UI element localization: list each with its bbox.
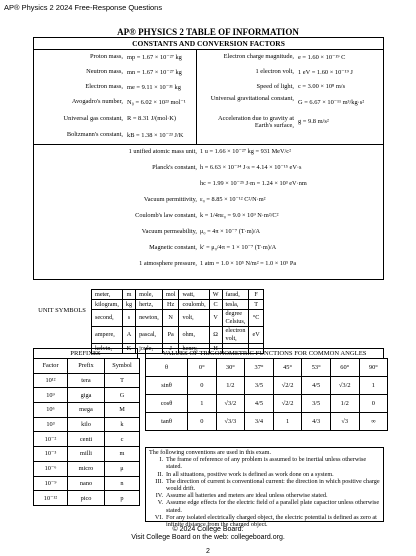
convention-text: The frame of reference of any problem is assumed to be inertial unless otherwise stated.	[166, 456, 367, 471]
constant-value: 1 eV = 1.60 × 10⁻¹⁹ J	[298, 69, 353, 76]
trig-value: 0°	[188, 359, 217, 377]
unit-name: ohm,	[179, 327, 209, 344]
trig-row	[146, 395, 388, 413]
unit-row	[92, 300, 264, 310]
unit-name: pascal,	[136, 327, 163, 344]
prefix-symbol: M	[105, 403, 140, 418]
unit-symbol: C	[209, 300, 222, 310]
prefix-symbol: k	[105, 417, 140, 432]
trig-function: sinθ	[146, 377, 188, 395]
convention-item	[149, 478, 380, 492]
unit-symbol: °C	[249, 310, 263, 327]
prefix-factor: 10⁻¹²	[34, 491, 68, 506]
prefix-factor: 10⁻⁹	[34, 476, 68, 491]
prefix-row	[34, 491, 140, 506]
trig-value: 4/5	[245, 395, 274, 413]
trig-value: ∞	[359, 413, 388, 431]
unit-symbol: kg	[122, 300, 135, 310]
trig-value: 90°	[359, 359, 388, 377]
unit-name: newton,	[136, 310, 163, 327]
prefixes-title: PREFIXES	[33, 348, 138, 358]
constant-label: Universal gravitational constant,	[210, 95, 294, 102]
convention-text: In all situations, positive work is defined as work done on a system.	[166, 470, 334, 478]
prefix-row	[34, 417, 140, 432]
prefix-row	[34, 447, 140, 462]
prefix-symbol: T	[105, 373, 140, 388]
trig-value: 4/3	[302, 413, 331, 431]
prefix-symbol: p	[105, 491, 140, 506]
prefixes-table	[33, 358, 140, 506]
convention-number: V.	[157, 499, 163, 507]
constant-value: μ₀ = 4π × 10⁻⁷ (T·m)/A	[200, 228, 261, 235]
trig-value: 0	[359, 395, 388, 413]
constant-value: h = 6.63 × 10⁻³⁴ J·s = 4.14 × 10⁻¹⁵ eV·s	[200, 164, 302, 171]
constant-label: Vacuum permittivity,	[143, 196, 197, 203]
unit-name: electron volt,	[222, 327, 249, 344]
constant-label: Universal gas constant,	[63, 115, 123, 122]
constant-label: 1 unified atomic mass unit,	[128, 148, 197, 155]
unit-symbols-title: UNIT SYMBOLS	[38, 307, 86, 314]
constant-value: me = 9.11 × 10⁻³¹ kg	[127, 84, 181, 91]
conventions-box	[145, 447, 384, 529]
prefix-name: tera	[68, 373, 105, 388]
convention-item	[149, 471, 380, 478]
unit-symbol: F	[249, 290, 263, 300]
convention-item	[149, 499, 380, 513]
trig-function: cosθ	[146, 395, 188, 413]
trig-value: √2/2	[273, 395, 302, 413]
prefix-symbol: G	[105, 388, 140, 403]
prefix-symbol: n	[105, 476, 140, 491]
trig-value: 4/5	[302, 377, 331, 395]
constant-label: Magnetic constant,	[149, 244, 197, 251]
unit-name: second,	[92, 310, 123, 327]
trig-value: √2/2	[273, 377, 302, 395]
convention-text: Assume all batteries and meters are ideal unless otherwise stated.	[166, 492, 328, 500]
unit-symbol: N	[162, 310, 179, 327]
prefix-factor: 10⁻²	[34, 432, 68, 447]
unit-name: watt,	[179, 290, 209, 300]
trig-value: √3/3	[216, 413, 245, 431]
trig-value: 3/5	[245, 377, 274, 395]
trig-value: 1/2	[216, 377, 245, 395]
constant-label: Avogadro's number,	[71, 98, 123, 105]
unit-name: mole,	[136, 290, 163, 300]
prefix-name: micro	[68, 461, 105, 476]
constant-value: ε₀ = 8.85 × 10⁻¹² C²/N·m²	[200, 196, 266, 203]
unit-symbol: A	[122, 327, 135, 344]
convention-item	[149, 456, 380, 470]
trig-value: 3/5	[302, 395, 331, 413]
prefix-header: Symbol	[105, 359, 140, 374]
trig-value: 1	[359, 377, 388, 395]
unit-name: kilogram,	[92, 300, 123, 310]
column-divider	[196, 49, 197, 145]
prefix-name: giga	[68, 388, 105, 403]
prefix-factor: 10⁹	[34, 388, 68, 403]
constant-value: k′ = μ₀/4π = 1 × 10⁻⁷ (T·m)/A	[200, 244, 277, 251]
unit-symbol: m	[122, 290, 135, 300]
unit-symbol: H	[209, 344, 222, 354]
constant-value: G = 6.67 × 10⁻¹¹ m³/kg·s²	[298, 99, 365, 106]
prefix-row	[34, 432, 140, 447]
footer-visit: Visit College Board on the web: collegeboard.org.	[131, 534, 285, 541]
constant-label: Coulomb's law constant,	[135, 212, 197, 219]
unit-name: farad,	[222, 290, 249, 300]
unit-symbol: Pa	[162, 327, 179, 344]
prefix-symbol: μ	[105, 461, 140, 476]
trig-value: √3/2	[330, 377, 359, 395]
convention-text: Assume edge effects for the electric field of a parallel plate capacitor unless otherwise stated.	[166, 499, 380, 514]
prefix-factor: 10¹²	[34, 373, 68, 388]
convention-number: II.	[157, 470, 163, 478]
prefix-factor: 10⁶	[34, 403, 68, 418]
prefix-header: Prefix	[68, 359, 105, 374]
prefix-row	[34, 373, 140, 388]
constant-value: mp = 1.67 × 10⁻²⁷ kg	[127, 54, 182, 61]
constant-value: k = 1/4πε₀ = 9.0 × 10⁹ N·m²/C²	[200, 212, 279, 219]
unit-symbol: K	[122, 344, 135, 354]
constants-heading: CONSTANTS AND CONVERSION FACTORS	[34, 38, 383, 50]
constant-value: mn = 1.67 × 10⁻²⁷ kg	[127, 69, 182, 76]
unit-name: degree Celsius,	[222, 310, 249, 327]
unit-name: meter,	[92, 290, 123, 300]
trig-table	[145, 358, 388, 431]
unit-symbol: T	[249, 300, 263, 310]
constant-value: 1 u = 1.66 × 10⁻²⁷ kg = 931 MeV/c²	[200, 148, 291, 155]
unit-row	[92, 310, 264, 327]
trig-row	[146, 377, 388, 395]
prefix-factor: 10³	[34, 417, 68, 432]
prefixes-section	[33, 348, 140, 506]
convention-text: For any isolated electrically charged object, the electric potential is defined as zero at infinite distance from the charged object.	[166, 513, 377, 529]
conventions-intro: The following conventions are used in this exam.	[149, 449, 272, 456]
prefix-header: Factor	[34, 359, 68, 374]
trig-value: 0	[188, 413, 217, 431]
trig-function: θ	[146, 359, 188, 377]
convention-number: I.	[159, 456, 163, 464]
constant-label: Acceleration due to gravity at Earth's surface,	[218, 115, 294, 129]
trig-value: √3/2	[216, 395, 245, 413]
unit-symbol: eV	[249, 327, 263, 344]
unit-name: ampere,	[92, 327, 123, 344]
trig-value: 53°	[302, 359, 331, 377]
trig-function: tanθ	[146, 413, 188, 431]
prefix-name: mega	[68, 403, 105, 418]
trig-header-row	[146, 359, 388, 377]
trig-value: 45°	[273, 359, 302, 377]
prefix-symbol: m	[105, 447, 140, 462]
convention-number: III.	[155, 477, 163, 485]
unit-symbol: Ω	[209, 327, 222, 344]
constant-label: Proton mass,	[89, 53, 123, 60]
constant-label: Speed of light,	[256, 83, 294, 90]
unit-name: joule,	[136, 344, 163, 354]
constant-label: Electron charge magnitude,	[223, 53, 294, 60]
unit-symbol: mol	[162, 290, 179, 300]
unit-name: hertz,	[136, 300, 163, 310]
unit-row	[92, 327, 264, 344]
prefix-name: kilo	[68, 417, 105, 432]
constant-value: kB = 1.38 × 10⁻²³ J/K	[127, 132, 184, 139]
constant-value: e = 1.60 × 10⁻¹⁹ C	[298, 54, 346, 61]
unit-name: coulomb,	[179, 300, 209, 310]
trig-row	[146, 413, 388, 431]
unit-symbol: s	[122, 310, 135, 327]
prefix-factor: 10⁻³	[34, 447, 68, 462]
constants-box	[33, 37, 384, 145]
trig-value: √3	[330, 413, 359, 431]
prefix-header-row	[34, 359, 140, 374]
constant-label: Neutron mass,	[86, 68, 123, 75]
prefix-row	[34, 476, 140, 491]
trig-value: 30°	[216, 359, 245, 377]
page-number: 2	[206, 548, 210, 555]
constant-label: Planck's constant,	[152, 164, 197, 171]
page-title: AP® PHYSICS 2 TABLE OF INFORMATION	[117, 27, 299, 37]
convention-item	[149, 492, 380, 499]
trig-value: 1/2	[330, 395, 359, 413]
trig-value: 37°	[245, 359, 274, 377]
prefix-row	[34, 388, 140, 403]
unit-symbols-table	[91, 289, 264, 354]
convention-number: IV.	[155, 492, 163, 500]
constants-wide-box	[33, 145, 384, 280]
prefix-name: centi	[68, 432, 105, 447]
prefix-name: nano	[68, 476, 105, 491]
page-header: AP® Physics 2 2024 Free-Response Questions	[4, 3, 163, 12]
constant-label: 1 atmosphere pressure,	[139, 260, 197, 267]
trig-title: VALUES OF TRIGONOMETRIC FUNCTIONS FOR COMMON ANGLES	[145, 348, 384, 358]
constant-value: hc = 1.99 × 10⁻²⁵ J·m = 1.24 × 10³ eV·nm	[200, 180, 307, 187]
prefix-row	[34, 403, 140, 418]
constant-value: R = 8.31 J/(mol·K)	[127, 115, 177, 122]
prefix-factor: 10⁻⁶	[34, 461, 68, 476]
convention-number: VI.	[154, 513, 163, 521]
unit-row	[92, 290, 264, 300]
unit-name: tesla,	[222, 300, 249, 310]
constant-value: c = 3.00 × 10⁸ m/s	[298, 83, 346, 90]
trig-value: 1	[188, 395, 217, 413]
unit-symbol: V	[209, 310, 222, 327]
unit-symbol: J	[162, 344, 179, 354]
prefix-name: milli	[68, 447, 105, 462]
constant-label: Vacuum permeability,	[141, 228, 197, 235]
trig-value: 3/4	[245, 413, 274, 431]
constant-value: g = 9.8 m/s²	[298, 118, 329, 125]
constant-value: N₀ = 6.02 × 10²³ mol⁻¹	[127, 99, 186, 106]
constant-value: 1 atm = 1.0 × 10⁵ N/m² = 1.0 × 10⁵ Pa	[200, 260, 297, 267]
convention-text: The direction of current is conventional current: the direction in which positive charge would drift.	[166, 477, 380, 493]
prefix-name: pico	[68, 491, 105, 506]
unit-name: volt,	[179, 310, 209, 327]
footer-copyright: © 2024 College Board.	[172, 526, 244, 533]
trig-section	[145, 348, 388, 431]
prefix-symbol: c	[105, 432, 140, 447]
unit-symbol: W	[209, 290, 222, 300]
trig-value: 1	[273, 413, 302, 431]
trig-value: 60°	[330, 359, 359, 377]
prefix-row	[34, 461, 140, 476]
constant-label: Electron mass,	[85, 83, 123, 90]
unit-name: kelvin,	[92, 344, 123, 354]
constant-label: Boltzmann's constant,	[66, 131, 123, 138]
constant-label: 1 electron volt,	[255, 68, 294, 75]
trig-value: 0	[188, 377, 217, 395]
unit-symbol: Hz	[162, 300, 179, 310]
unit-name: henry,	[179, 344, 209, 354]
conventions-list	[149, 456, 380, 528]
